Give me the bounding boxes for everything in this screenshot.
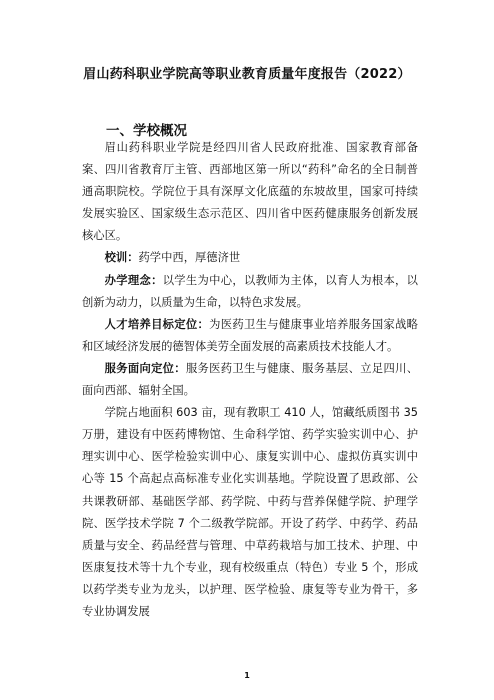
facilities-paragraph: 学院占地面积 603 亩，现有教职工 410 人，馆藏纸质图书 35 万册，建设有中医药博物馆、生命科学馆、药学实验实训中心、护理实训中心、医学检验实训中心、康复实训中心、虚拟仿真实训中心等 15 个高起点高标准专业化实训基地。学院设置了思政部、公共课教研部、基础医学部、药学院、中药与营养保健学院、护理学院、医学技术学院 7 个二级教学院部。开设了药学、中药学、药品质量与安全、药品经营与管理、中草药栽培与加工技术、护理、中医康复技术等十九个专业，现有校级重点（特色）专业 5 个，形成以药学类专业为龙头，以护理、医学检验、康复等专业为骨干，多专业协调发展 [82, 406, 418, 618]
philosophy-text: 以学生为中心，以教师为主体，以育人为根本，以创新为动力，以质量为生命，以特色求发展。 [82, 273, 418, 309]
intro-paragraph: 眉山药科职业学院是经四川省人民政府批准、国家教育部备案、四川省教育厅主管、西部地区第一所以“药科”命名的全日制普通高职院校。学院位于具有深厚文化底蕴的东坡故里，国家可持续发展实验区、国家级生态示范区、四川省中医药健康服务创新发展核心区。 [82, 141, 418, 243]
talent-goal-label: 人才培养目标定位： [104, 317, 210, 331]
motto-label: 校训： [104, 251, 139, 265]
philosophy-label: 办学理念： [104, 273, 163, 287]
talent-goal-text: 为医药卫生与健康事业培养服务国家战略和区域经济发展的德智体美劳全面发展的高素质技术技能人才。 [82, 317, 418, 353]
motto-text: 药学中西，厚德济世 [138, 251, 241, 265]
talent-goal-paragraph [82, 314, 418, 358]
document-title: 眉山药科职业学院高等职业教育质量年度报告（2022） [83, 67, 411, 82]
motto-paragraph [82, 247, 418, 269]
philosophy-paragraph [82, 270, 418, 314]
page-number: 1 [244, 671, 250, 680]
document-body [82, 137, 418, 623]
service-label: 服务面向定位： [104, 361, 186, 375]
section-heading: 一、学校概况 [106, 123, 187, 139]
service-paragraph [82, 358, 418, 402]
service-text: 服务医药卫生与健康、服务基层、立足四川、面向西部、辐射全国。 [82, 361, 418, 398]
